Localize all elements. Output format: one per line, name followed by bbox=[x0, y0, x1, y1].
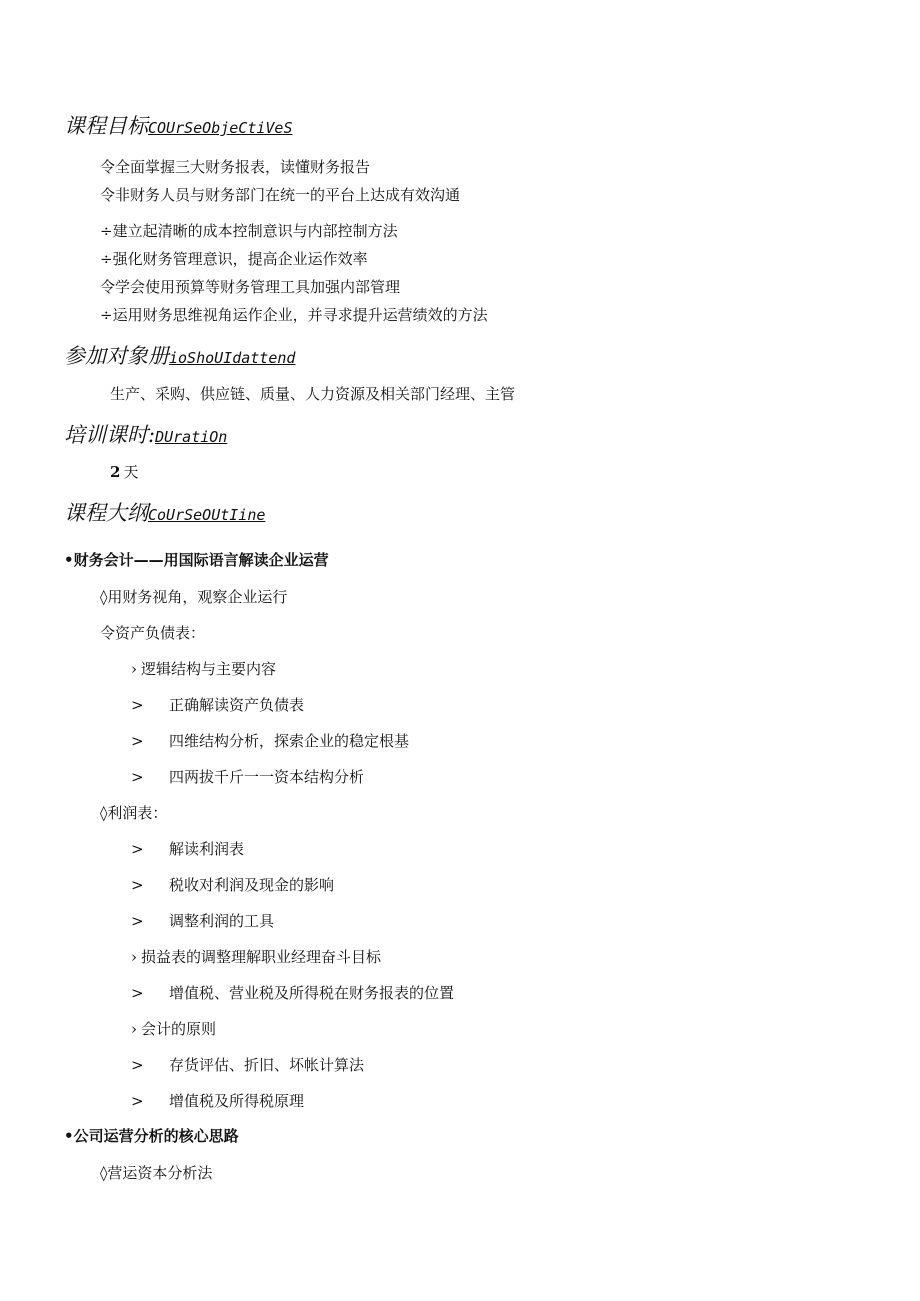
outline-title-en: CoUrSeOUtIine bbox=[148, 506, 266, 524]
audience-title-en: ioShoUIdattend bbox=[169, 349, 296, 367]
duration-title-zh: 培训课时: bbox=[64, 423, 156, 447]
duration-title-en: DUratiOn bbox=[155, 428, 228, 446]
bullet-marker: › bbox=[131, 1020, 137, 1038]
outline-subitem bbox=[131, 662, 276, 677]
bullet-marker: › bbox=[131, 660, 137, 678]
outline-subitem bbox=[131, 986, 454, 1001]
outline-subitem bbox=[131, 950, 381, 965]
outline-subitem-text: 四两拔千斤一一资本结构分析 bbox=[169, 768, 365, 786]
bullet-marker: > bbox=[131, 732, 144, 750]
outline-subitem bbox=[131, 914, 274, 929]
bullet-marker: ◊ bbox=[100, 804, 108, 822]
outline-subitem-text: 四维结构分析，探索企业的稳定根基 bbox=[169, 732, 410, 750]
outline-subitem-text: 存货评估、折旧、坏帐计算法 bbox=[169, 1056, 365, 1074]
objective-item bbox=[100, 280, 400, 295]
outline-subitem bbox=[131, 734, 409, 749]
outline-item-text: 资产负债表： bbox=[115, 624, 206, 642]
outline-item bbox=[100, 806, 167, 821]
duration-unit: 天 bbox=[123, 463, 139, 481]
objective-item bbox=[100, 308, 488, 323]
bullet-marker: > bbox=[131, 876, 144, 894]
bullet-marker: › bbox=[131, 948, 137, 966]
bullet-marker: > bbox=[131, 840, 144, 858]
outline-subitem-text: 税收对利润及现金的影响 bbox=[169, 876, 335, 894]
objective-text: 非财务人员与财务部门在统一的平台上达成有效沟通 bbox=[115, 186, 461, 204]
objective-text: 全面掌握三大财务报表，读懂财务报告 bbox=[115, 158, 371, 176]
outline-item bbox=[100, 626, 205, 641]
objectives-heading bbox=[64, 116, 293, 137]
outline-subitem-text: 会计的原则 bbox=[141, 1020, 217, 1038]
duration-number: 2 bbox=[110, 463, 121, 481]
objective-item bbox=[100, 160, 370, 175]
bullet-marker: > bbox=[131, 696, 144, 714]
objective-text: 运用财务思维视角运作企业，并寻求提升运营绩效的方法 bbox=[112, 306, 488, 324]
bullet-marker: 令 bbox=[100, 158, 116, 176]
objective-item bbox=[100, 252, 368, 267]
bullet-marker: > bbox=[131, 984, 144, 1002]
objective-text: 建立起清晰的成本控制意识与内部控制方法 bbox=[112, 222, 398, 240]
bullet-marker: 令 bbox=[100, 278, 116, 296]
outline-section-title: •财务会计——用国际语言解读企业运营 bbox=[64, 551, 329, 569]
duration-value bbox=[110, 465, 138, 480]
objective-text: 强化财务管理意识，提高企业运作效率 bbox=[112, 250, 368, 268]
bullet-marker: ◊ bbox=[100, 1164, 108, 1182]
objective-text: 学会使用预算等财务管理工具加强内部管理 bbox=[115, 278, 401, 296]
outline-subitem-text: 增值税及所得税原理 bbox=[169, 1092, 305, 1110]
outline-subitem bbox=[131, 698, 304, 713]
outline-subitem bbox=[131, 1022, 216, 1037]
outline-subitem-text: 增值税、营业税及所得税在财务报表的位置 bbox=[169, 984, 455, 1002]
bullet-marker: ÷ bbox=[100, 222, 113, 240]
objectives-title-zh: 课程目标 bbox=[64, 114, 148, 138]
duration-heading bbox=[64, 425, 227, 446]
outline-subitem-text: 逻辑结构与主要内容 bbox=[141, 660, 277, 678]
outline-title-zh: 课程大纲 bbox=[64, 501, 148, 525]
bullet-marker: > bbox=[131, 1092, 144, 1110]
outline-item-text: 营运资本分析法 bbox=[107, 1164, 213, 1182]
outline-section-title: •公司运营分析的核心思路 bbox=[64, 1127, 239, 1145]
outline-item-text: 用财务视角，观察企业运行 bbox=[107, 588, 288, 606]
objectives-title-en: COUrSeObjeCtiVeS bbox=[148, 119, 293, 137]
outline-subitem bbox=[131, 1094, 304, 1109]
bullet-marker: > bbox=[131, 1056, 144, 1074]
outline-item bbox=[100, 590, 287, 605]
outline-subitem-text: 正确解读资产负债表 bbox=[169, 696, 305, 714]
audience-heading bbox=[64, 346, 295, 367]
outline-subitem bbox=[131, 770, 364, 785]
bullet-marker: ◊ bbox=[100, 588, 108, 606]
bullet-marker: > bbox=[131, 768, 144, 786]
bullet-marker: 令 bbox=[100, 186, 116, 204]
bullet-marker: 令 bbox=[100, 624, 116, 642]
bullet-marker: > bbox=[131, 912, 144, 930]
outline-heading bbox=[64, 503, 265, 524]
outline-item-text: 利润表： bbox=[107, 804, 168, 822]
outline-subitem bbox=[131, 878, 334, 893]
outline-item bbox=[100, 1166, 212, 1181]
bullet-marker: ÷ bbox=[100, 306, 113, 324]
objective-item bbox=[100, 188, 460, 203]
outline-subitem bbox=[131, 842, 244, 857]
outline-subitem-text: 损益表的调整理解职业经理奋斗目标 bbox=[141, 948, 382, 966]
outline-subitem-text: 调整利润的工具 bbox=[169, 912, 275, 930]
bullet-marker: ÷ bbox=[100, 250, 113, 268]
audience-text: 生产、采购、供应链、质量、人力资源及相关部门经理、主管 bbox=[110, 385, 516, 403]
outline-subitem-text: 解读利润表 bbox=[169, 840, 245, 858]
outline-subitem bbox=[131, 1058, 364, 1073]
audience-title-zh: 参加对象册 bbox=[64, 344, 169, 368]
objective-item bbox=[100, 224, 398, 239]
